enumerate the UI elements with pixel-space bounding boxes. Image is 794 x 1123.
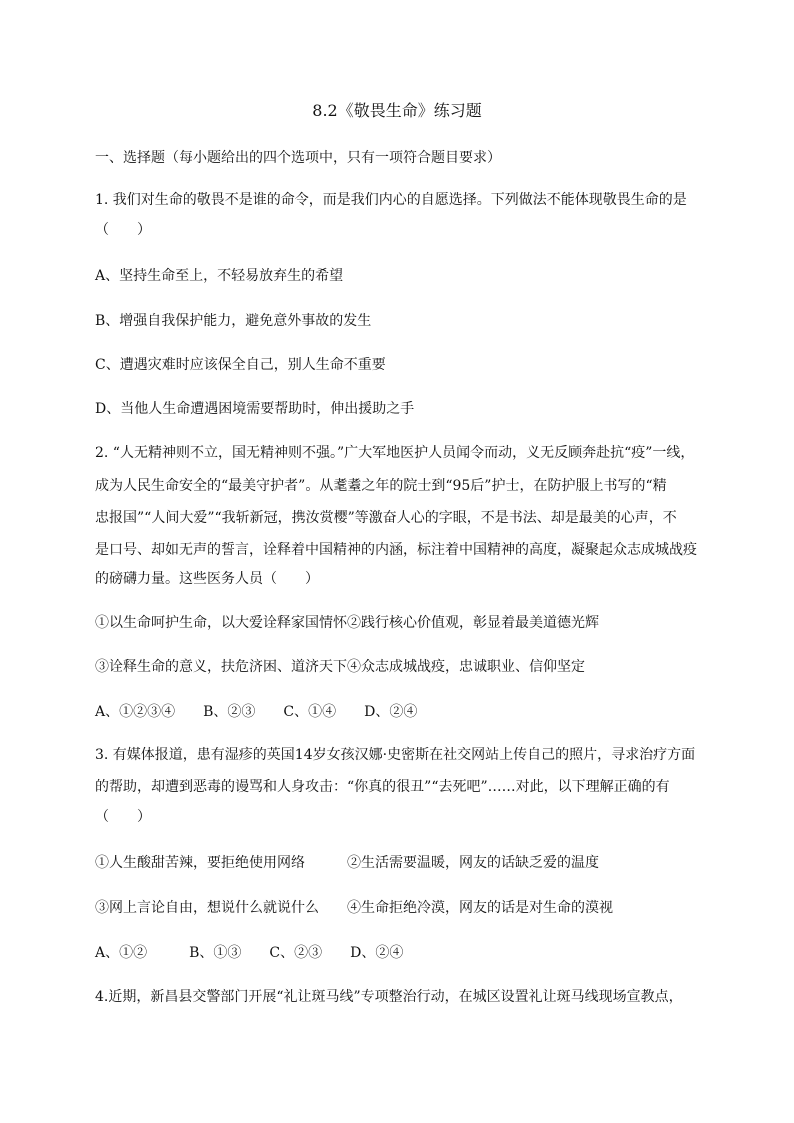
page-title: 8.2《敬畏生命》练习题 xyxy=(312,101,482,120)
question-1-paren: （ ） xyxy=(95,222,151,238)
question-1-text: 1. 我们对生命的敬畏不是谁的命令，而是我们内心的自愿选择。下列做法不能体现敬畏生命的是 xyxy=(95,192,687,208)
question-3-statements-1: ①人生酸甜苦辣，要拒绝使用网络 ②生活需要温暖，网友的话缺乏爱的温度 xyxy=(95,855,599,871)
question-3-options: A、①② B、①③ C、②③ D、②④ xyxy=(95,945,404,961)
question-3-line-1: 3. 有媒体报道，患有湿疹的英国14岁女孩汉娜·史密斯在社交网站上传自己的照片，寻求治疗方面 xyxy=(95,747,696,763)
question-1-option-d: D、当他人生命遭遇困境需要帮助时，伸出援助之手 xyxy=(95,401,415,417)
section-heading: 一、选择题（每小题给出的四个选项中，只有一项符合题目要求） xyxy=(95,150,501,166)
question-3-line-2: 的帮助，却遭到恶毒的谩骂和人身攻击：“你真的很丑”“去死吧”……对此，以下理解正确的有 xyxy=(95,779,670,795)
question-2-line-1: 2. “人无精神则不立，国无精神则不强。”广大军地医护人员闻令而动，义无反顾奔赴抗“疫”一线， xyxy=(95,445,695,461)
question-1-option-b: B、增强自我保护能力，避免意外事故的发生 xyxy=(95,313,372,329)
question-2-line-4: 是口号、却如无声的誓言，诠释着中国精神的内涵，标注着中国精神的高度，凝聚起众志成城战疫 xyxy=(95,542,697,558)
question-1-option-c: C、遭遇灾难时应该保全自己，别人生命不重要 xyxy=(95,357,386,373)
question-2-line-2: 成为人民生命安全的“最美守护者”。从耄耋之年的院士到“95后”护士，在防护服上书写的“精 xyxy=(95,478,667,494)
question-2-statements-1: ①以生命呵护生命，以大爱诠释家国情怀②践行核心价值观，彰显着最美道德光辉 xyxy=(95,615,599,631)
question-2-line-5: 的磅礴力量。这些医务人员（ ） xyxy=(95,571,319,587)
question-1-option-a: A、坚持生命至上，不轻易放弃生的希望 xyxy=(95,268,344,284)
question-2-line-3: 忠报国”“人间大爱”“我斩新冠，携汝赏樱”等激奋人心的字眼，不是书法、却是最美的心声，不 xyxy=(95,510,677,526)
question-4-line-1: 4.近期，新昌县交警部门开展“礼让斑马线”专项整治行动，在城区设置礼让斑马线现场宣教点， xyxy=(95,989,683,1005)
question-2-options: A、①②③④ B、②③ C、①④ D、②④ xyxy=(95,704,418,720)
question-3-statements-2: ③网上言论自由，想说什么就说什么 ④生命拒绝冷漠，网友的话是对生命的漠视 xyxy=(95,900,613,916)
question-3-paren: （ ） xyxy=(95,809,151,825)
question-2-statements-2: ③诠释生命的意义，扶危济困、道济天下④众志成城战疫，忠诚职业、信仰坚定 xyxy=(95,659,585,675)
